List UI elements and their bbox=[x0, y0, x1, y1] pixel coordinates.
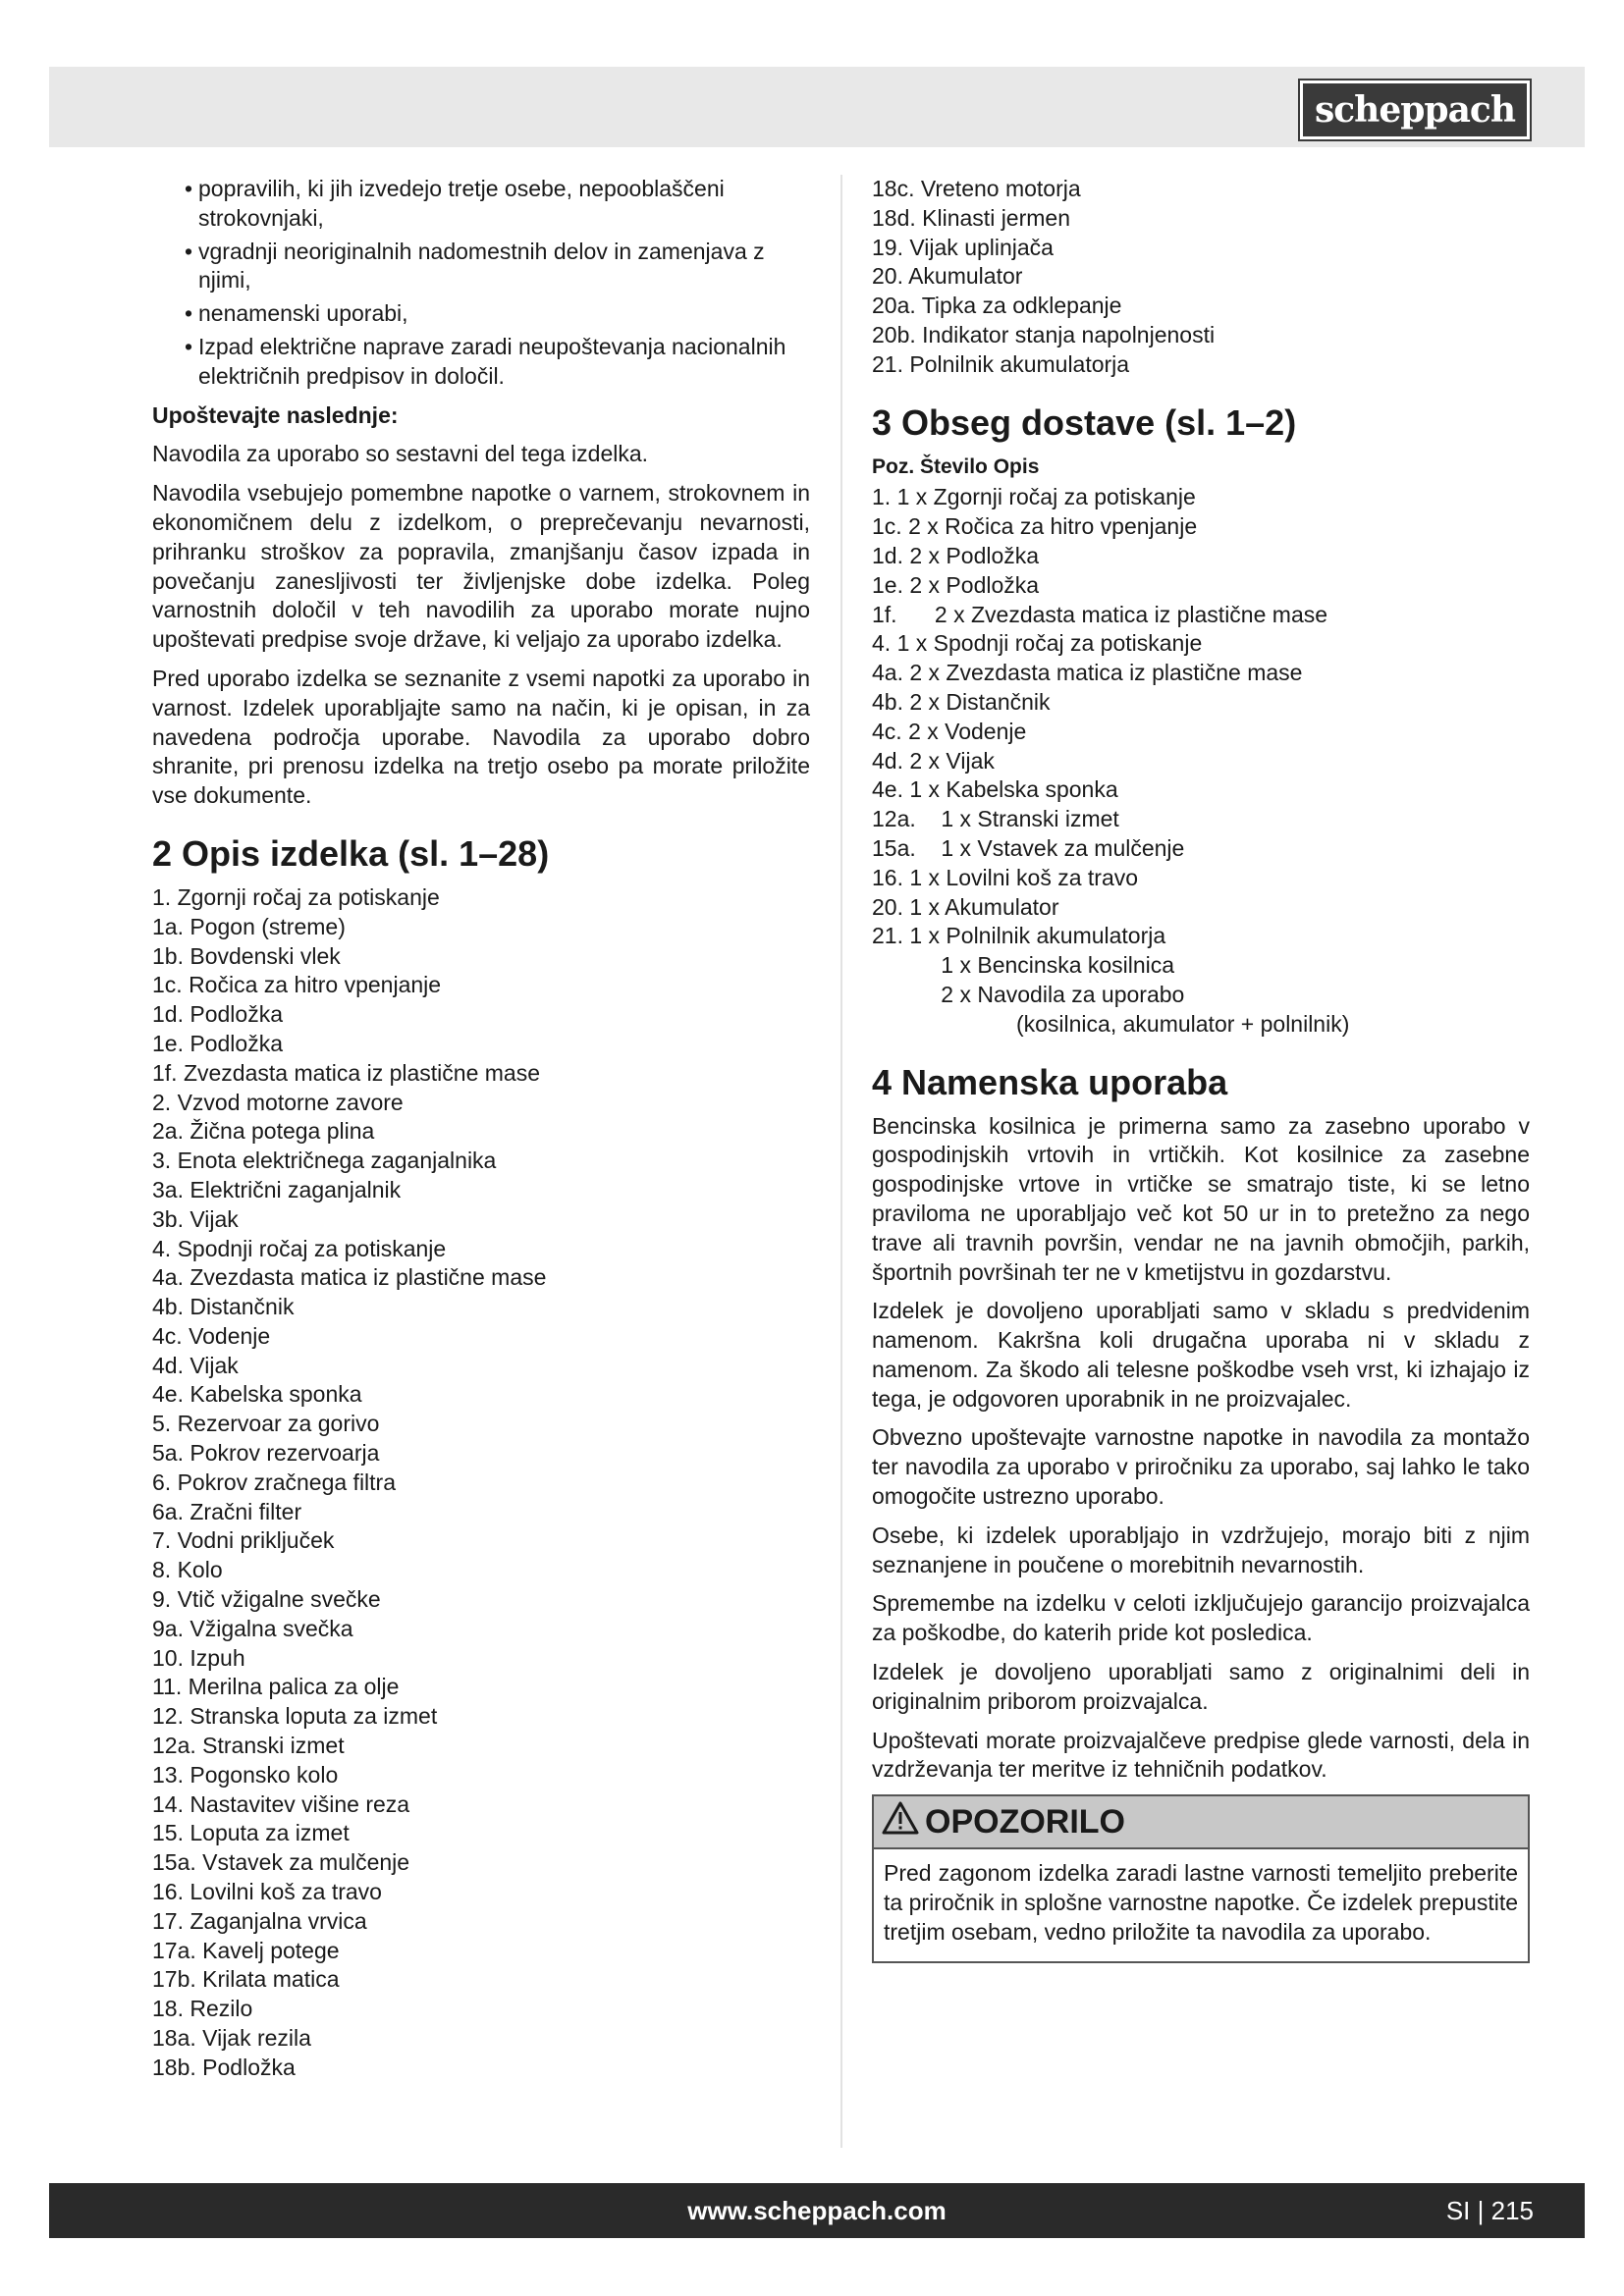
list-item: 5a. Pokrov rezervoarja bbox=[152, 1440, 380, 1467]
paragraph: Obvezno upoštevajte varnostne napotke in navodila za montažo ter navodila za uporabo v priročniku za uporabo, saj lahko le tako omogočite ustrezno uporabo. bbox=[872, 1424, 1530, 1510]
paragraph: Osebe, ki izdelek uporabljajo in vzdržujejo, morajo biti z njim seznanjene in poučene o morebitnih nevarnostih. bbox=[872, 1522, 1530, 1577]
list-item: 1e. Podložka bbox=[152, 1030, 283, 1056]
section-3-title: 3 Obseg dostave (sl. 1–2) bbox=[872, 401, 1297, 443]
list-item: 1a. Pogon (streme) bbox=[152, 913, 346, 939]
list-item: 20a. Tipka za odklepanje bbox=[872, 293, 1122, 319]
list-item: 20. Akumulator bbox=[872, 263, 1023, 290]
list-item: 21. Polnilnik akumulatorja bbox=[872, 350, 1130, 377]
list-item: 19. Vijak uplinjača bbox=[872, 234, 1054, 260]
note-heading: Upoštevajte naslednje: bbox=[152, 401, 399, 428]
list-item: 18d. Klinasti jermen bbox=[872, 204, 1070, 231]
list-item: 18c. Vreteno motorja bbox=[872, 176, 1081, 201]
list-item: 2a. Žična potega plina bbox=[152, 1118, 375, 1145]
paragraph: Upoštevati morate proizvajalčeve predpise glede varnosti, dela in vzdrževanja ter meritve iz tehničnih podatkov. bbox=[872, 1727, 1530, 1783]
list-item: 9. Vtič vžigalne svečke bbox=[152, 1586, 381, 1613]
list-item: 16. Lovilni koš za travo bbox=[152, 1879, 382, 1905]
list-item: 1. Zgornji ročaj za potiskanje bbox=[152, 883, 440, 910]
paragraph: Izdelek je dovoljeno uporabljati samo z originalnimi deli in originalnim priborom proizvajalca. bbox=[872, 1659, 1530, 1714]
list-item: 18b. Podložka bbox=[152, 2054, 296, 2080]
list-item: 1d. 2 x Podložka bbox=[872, 542, 1040, 568]
list-item: 11. Merilna palica za olje bbox=[152, 1674, 400, 1700]
list-item: 18a. Vijak rezila bbox=[152, 2025, 311, 2052]
warning-text: Pred zagonom izdelka zaradi lastne varnosti temeljito preberite ta priročnik in splošne varnostne napotke. Če izdelek prepustite tretjim osebam, vedno priložite ta navodila za uporabo. bbox=[884, 1860, 1518, 1945]
bullet-item: • vgradnji neoriginalnih nadomestnih delov in zamenjava z njimi, bbox=[152, 238, 810, 296]
list-item: 4b. 2 x Distančnik bbox=[872, 688, 1051, 715]
list-item: 2. Vzvod motorne zavore bbox=[152, 1089, 404, 1115]
warning-box bbox=[872, 1794, 1530, 1962]
liability-bullets bbox=[152, 175, 810, 392]
list-item: 1e. 2 x Podložka bbox=[872, 571, 1040, 598]
warning-triangle-icon bbox=[882, 1798, 919, 1849]
list-item: 15a. 1 x Vstavek za mulčenje bbox=[872, 834, 1185, 861]
list-item: 4a. 2 x Zvezdasta matica iz plastične mase bbox=[872, 660, 1303, 686]
list-item: 12a. 1 x Stranski izmet bbox=[872, 806, 1119, 832]
list-item: 21. 1 x Polnilnik akumulatorja bbox=[872, 923, 1166, 949]
brand-logo: scheppach bbox=[1300, 80, 1530, 139]
list-item: 1c. 2 x Ročica za hitro vpenjanje bbox=[872, 513, 1198, 540]
list-item: 6a. Zračni filter bbox=[152, 1498, 302, 1524]
list-item: 5. Rezervoar za gorivo bbox=[152, 1411, 380, 1437]
list-item: 12. Stranska loputa za izmet bbox=[152, 1703, 438, 1730]
list-item: 4d. 2 x Vijak bbox=[872, 747, 995, 774]
paragraph: Pred uporabo izdelka se seznanite z vsemi napotki za uporabo in varnost. Izdelek uporabljajte samo na način, ki je opisan, in za navedena področja uporabe. Navodila za uporabo dobro shranite, pri prenosu izdelka na tretjo osebo pa morate priložite vse dokumente. bbox=[152, 665, 810, 809]
paragraph: Navodila vsebujejo pomembne napotke o varnem, strokovnem in ekonomičnem delu z izdelkom, o preprečevanju nevarnosti, prihranku stroškov za popravila, zmanjšanju časov izpada in povečanju zanesljivosti ter življenjske dobe izdelka. Poleg varnostnih določil v teh navodilih za uporabo morate nujno upoštevati predpise svoje države, ki veljajo za uporabo izdelka. bbox=[152, 480, 810, 653]
list-item: 1f. Zvezdasta matica iz plastične mase bbox=[152, 1059, 540, 1086]
list-item: 4. Spodnji ročaj za potiskanje bbox=[152, 1235, 447, 1261]
list-item: 17. Zaganjalna vrvica bbox=[152, 1907, 367, 1934]
paragraph: Spremembe na izdelku v celoti izključujejo garancijo proizvajalca za poškodbe, do katerih pride kot posledica. bbox=[872, 1590, 1530, 1646]
list-item: 4e. 1 x Kabelska sponka bbox=[872, 776, 1118, 803]
list-item: 4e. Kabelska sponka bbox=[152, 1381, 362, 1408]
list-item: 8. Kolo bbox=[152, 1557, 223, 1583]
list-item: 4d. Vijak bbox=[152, 1352, 239, 1378]
list-item: 1. 1 x Zgornji ročaj za potiskanje bbox=[872, 484, 1196, 510]
list-item: 3. Enota električnega zaganjalnika bbox=[152, 1148, 497, 1174]
list-item: 14. Nastavitev višine reza bbox=[152, 1790, 410, 1817]
delivery-list bbox=[872, 483, 1530, 1039]
parts-list-continued bbox=[872, 175, 1530, 380]
list-item: 9a. Vžigalna svečka bbox=[152, 1615, 353, 1641]
list-item: 10. Izpuh bbox=[152, 1644, 245, 1671]
bullet-item: • popravilih, ki jih izvedejo tretje osebe, nepooblaščeni strokovnjaki, bbox=[152, 175, 810, 234]
list-item: 17a. Kavelj potege bbox=[152, 1937, 340, 1963]
left-column bbox=[152, 175, 810, 2083]
column-divider bbox=[840, 175, 842, 2148]
list-item: (kosilnica, akumulator + polnilnik) bbox=[872, 1010, 1350, 1037]
right-column bbox=[872, 175, 1530, 1963]
list-item: 12a. Stranski izmet bbox=[152, 1733, 345, 1759]
list-item: 4c. Vodenje bbox=[152, 1322, 271, 1349]
paragraph: Navodila za uporabo so sestavni del tega izdelka. bbox=[152, 441, 649, 467]
list-item: 2 x Navodila za uporabo bbox=[872, 981, 1185, 1007]
list-item: 20b. Indikator stanja napolnjenosti bbox=[872, 321, 1216, 347]
footer-url: www.scheppach.com bbox=[687, 2196, 947, 2225]
paragraph: Bencinska kosilnica je primerna samo za zasebno uporabo v gospodinjskih vrtovih in vrtičkih. Kot kosilnice za zasebne gospodinjske vrtove in vrtičke se smatrajo tiste, ki se letno praviloma ne uporabljajo več kot 50 ur in to pretežno za nego trave ali travnih površin, vendar ne na javnih območjih, parkih, športnih površinah ter ne v kmetijstvu in gozdarstvu. bbox=[872, 1112, 1530, 1285]
list-item: 15. Loputa za izmet bbox=[152, 1820, 350, 1846]
list-item: 1b. Bovdenski vlek bbox=[152, 942, 341, 969]
list-item: 3a. Električni zaganjalnik bbox=[152, 1176, 402, 1202]
header-bar bbox=[49, 67, 1585, 147]
list-item: 4b. Distančnik bbox=[152, 1294, 295, 1320]
bullet-item: • nenamenski uporabi, bbox=[152, 299, 810, 329]
list-item: 7. Vodni priključek bbox=[152, 1527, 335, 1554]
list-item: 20. 1 x Akumulator bbox=[872, 893, 1059, 920]
list-item: 1f. 2 x Zvezdasta matica iz plastične mase bbox=[872, 601, 1328, 627]
list-item: 15a. Vstavek za mulčenje bbox=[152, 1849, 410, 1876]
warning-header bbox=[874, 1796, 1528, 1849]
list-item: 6. Pokrov zračnega filtra bbox=[152, 1468, 397, 1495]
bullet-item: • Izpad električne naprave zaradi neupoštevanja nacionalnih električnih predpisov in določil. bbox=[152, 333, 810, 392]
list-item: 4c. 2 x Vodenje bbox=[872, 718, 1027, 744]
list-item: 16. 1 x Lovilni koš za travo bbox=[872, 864, 1139, 890]
list-item: 1c. Ročica za hitro vpenjanje bbox=[152, 972, 442, 998]
page-number: SI | 215 bbox=[1445, 2196, 1534, 2225]
warning-title: OPOZORILO bbox=[925, 1803, 1125, 1842]
list-item: 18. Rezilo bbox=[152, 1996, 253, 2022]
parts-list bbox=[152, 883, 810, 2083]
list-item: 1d. Podložka bbox=[152, 1001, 283, 1028]
paragraph: Izdelek je dovoljeno uporabljati samo v skladu s predvidenim namenom. Kakršna koli drugačna uporaba ni v skladu z namenom. Za škodo ali telesne poškodbe vseh vrst, ki izhajajo iz tega, je odgovoren uporabnik in ne proizvajalec. bbox=[872, 1298, 1530, 1412]
section-4-title: 4 Namenska uporaba bbox=[872, 1061, 1228, 1102]
list-item: 3b. Vijak bbox=[152, 1205, 239, 1232]
delivery-table-header: Poz. Število Opis bbox=[872, 454, 1040, 478]
footer-bar bbox=[49, 2183, 1585, 2238]
list-item: 4. 1 x Spodnji ročaj za potiskanje bbox=[872, 630, 1203, 657]
list-item: 4a. Zvezdasta matica iz plastične mase bbox=[152, 1264, 547, 1291]
list-item: 17b. Krilata matica bbox=[152, 1966, 340, 1993]
list-item: 13. Pogonsko kolo bbox=[152, 1761, 339, 1788]
list-item: 1 x Bencinska kosilnica bbox=[872, 952, 1175, 979]
section-2-title: 2 Opis izdelka (sl. 1–28) bbox=[152, 832, 550, 874]
